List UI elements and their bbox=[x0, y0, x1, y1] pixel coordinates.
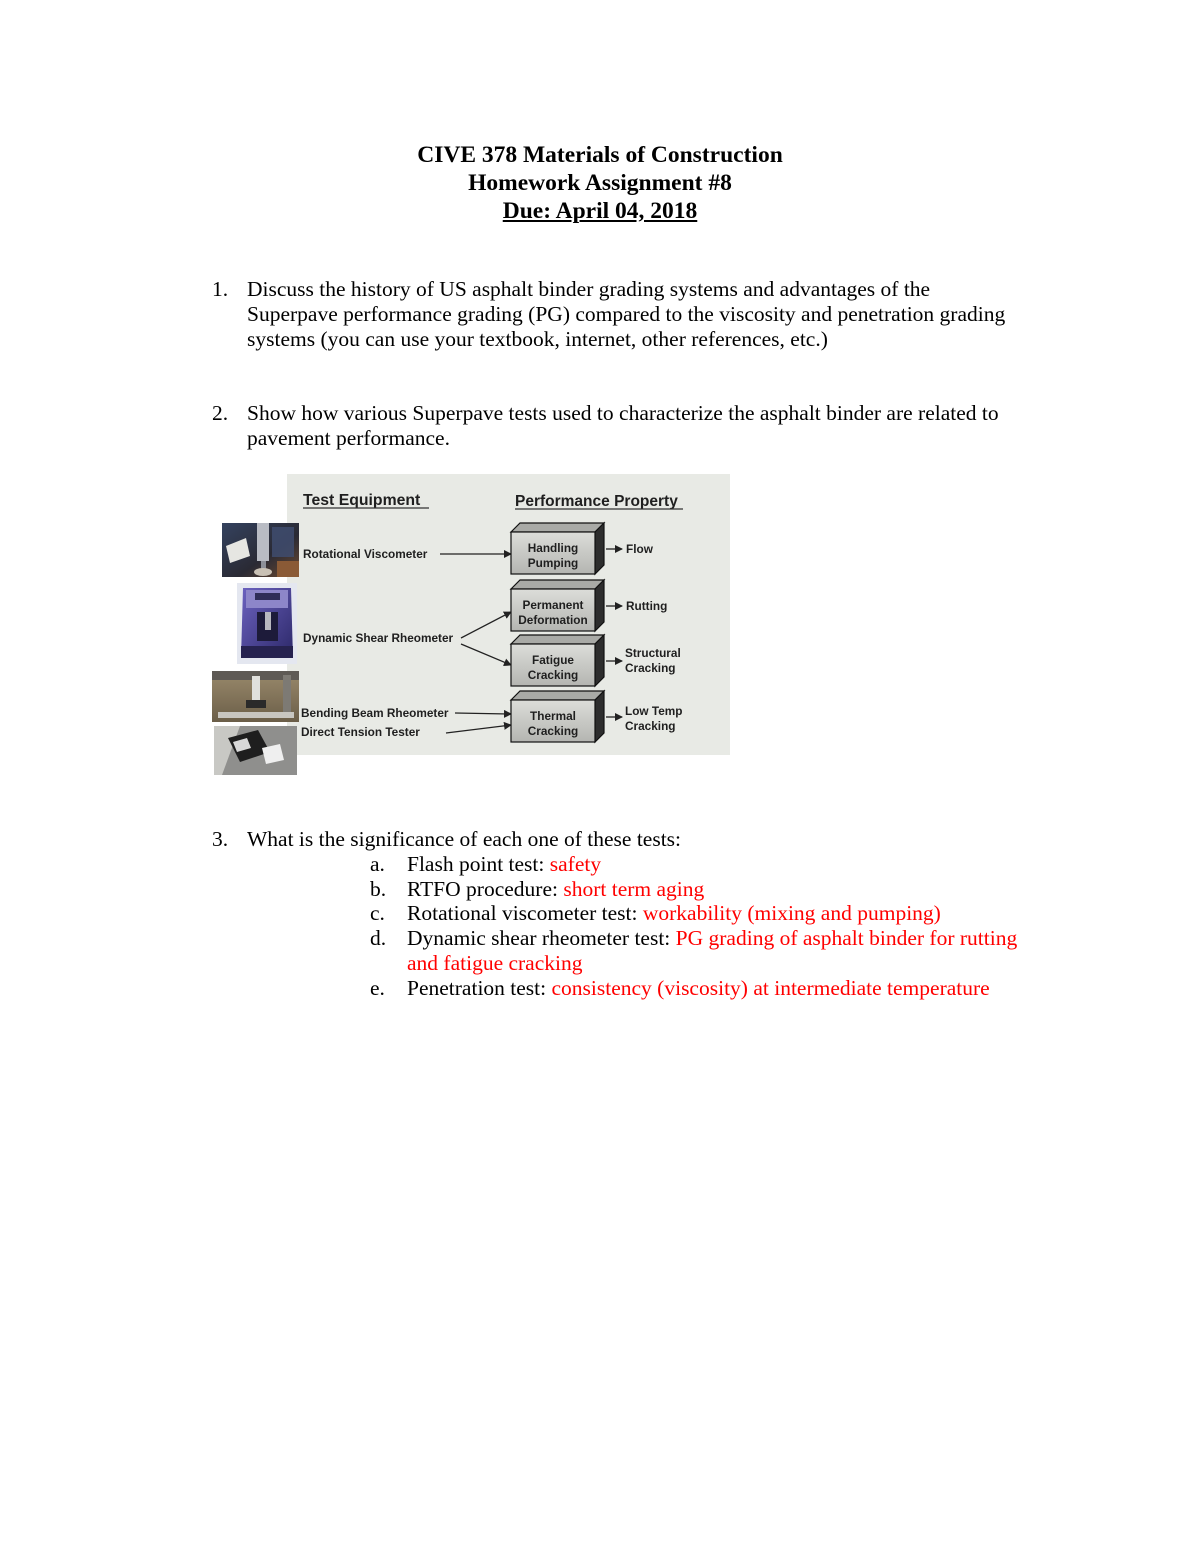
sub-question-prompt: Dynamic shear rheometer test: bbox=[407, 926, 671, 951]
rotational-viscometer-photo bbox=[222, 523, 299, 577]
heading-test-equipment: Test Equipment bbox=[303, 492, 421, 509]
box-label: Fatigue bbox=[532, 653, 574, 667]
question-line: systems (you can use your textbook, internet, other references, etc.) bbox=[247, 326, 828, 351]
question-line: Discuss the history of US asphalt binder grading systems and advantages of the bbox=[247, 277, 931, 301]
sub-question-prompt: RTFO procedure: bbox=[407, 876, 558, 901]
superpave-tests-figure bbox=[212, 474, 732, 776]
property-box-thermal-cracking bbox=[511, 691, 604, 742]
outcome-flow: Flow bbox=[626, 542, 653, 556]
sub-question-text bbox=[407, 852, 1037, 877]
question-number: 3. bbox=[212, 827, 229, 851]
sub-question-text bbox=[407, 926, 1037, 976]
question-1 bbox=[212, 277, 1005, 351]
sub-question-answer: consistency (viscosity) at intermediate temperature bbox=[551, 975, 990, 1000]
question-line: Show how various Superpave tests used to characterize the asphalt binder are related to bbox=[247, 401, 999, 425]
sub-question-text bbox=[407, 901, 1037, 926]
box-label: Pumping bbox=[527, 556, 579, 570]
box-label: Thermal bbox=[530, 709, 576, 723]
label-direct-tension-tester: Direct Tension Tester bbox=[301, 725, 420, 739]
sub-question-answer: safety bbox=[549, 851, 602, 876]
sub-question-answer: short term aging bbox=[563, 876, 705, 901]
due-date-wrapper bbox=[176, 197, 1024, 225]
sub-question-label: c. bbox=[370, 901, 385, 926]
question-line: pavement performance. bbox=[247, 425, 450, 450]
sub-question-text bbox=[407, 877, 1037, 902]
outcome-rutting: Rutting bbox=[626, 599, 668, 613]
sub-question-prompt: Penetration test: bbox=[407, 975, 547, 1000]
outcome-structural: Structural bbox=[625, 646, 681, 660]
sub-question-label: d. bbox=[370, 926, 387, 951]
outcome-structural-cracking: Cracking bbox=[625, 661, 676, 675]
document-header bbox=[176, 141, 1024, 225]
label-bending-beam-rheometer: Bending Beam Rheometer bbox=[301, 706, 449, 720]
question-number: 1. bbox=[212, 277, 229, 301]
question-line: What is the significance of each one of these tests: bbox=[247, 827, 682, 851]
sub-question-label: e. bbox=[370, 975, 385, 1000]
sub-question-prompt: Flash point test: bbox=[407, 851, 545, 876]
property-box-handling-pumping bbox=[511, 523, 604, 574]
box-label: Cracking bbox=[527, 724, 579, 738]
question-number: 2. bbox=[212, 401, 229, 425]
question-text bbox=[247, 827, 1037, 852]
question-2 bbox=[212, 401, 999, 451]
bending-beam-rheometer-photo bbox=[212, 671, 299, 722]
sub-question-list bbox=[370, 852, 1037, 1001]
due-date: Due: April 04, 2018 bbox=[502, 198, 698, 224]
question-line: Superpave performance grading (PG) compared to the viscosity and penetration grading bbox=[247, 301, 1006, 326]
sub-question-label: a. bbox=[370, 851, 385, 876]
label-dynamic-shear-rheometer: Dynamic Shear Rheometer bbox=[303, 631, 454, 645]
course-title: CIVE 378 Materials of Construction bbox=[417, 142, 783, 168]
sub-question-prompt: Rotational viscometer test: bbox=[407, 901, 638, 926]
outcome-low-temp-cracking: Cracking bbox=[625, 719, 676, 733]
dynamic-shear-rheometer-photo bbox=[237, 583, 297, 664]
sub-question-b bbox=[370, 877, 1037, 902]
sub-question-answer: workability (mixing and pumping) bbox=[642, 901, 941, 926]
box-label: Handling bbox=[527, 541, 579, 555]
sub-question-d bbox=[370, 926, 1037, 976]
sub-question-e bbox=[370, 976, 1037, 1001]
sub-question-label: b. bbox=[370, 876, 387, 901]
question-3 bbox=[212, 827, 1037, 1001]
property-box-permanent-deformation bbox=[511, 580, 604, 631]
box-label: Cracking bbox=[527, 668, 579, 682]
direct-tension-tester-photo bbox=[214, 726, 297, 775]
heading-performance-property: Performance Property bbox=[515, 493, 678, 510]
box-label: Deformation bbox=[518, 613, 588, 627]
sub-question-text bbox=[407, 976, 1037, 1001]
sub-question-answer: PG grading of asphalt binder for rutting and fatigue cracking bbox=[407, 926, 1018, 975]
sub-question-c bbox=[370, 901, 1037, 926]
assignment-title: Homework Assignment #8 bbox=[468, 170, 732, 196]
label-rotational-viscometer: Rotational Viscometer bbox=[303, 547, 428, 561]
sub-question-a bbox=[370, 852, 1037, 877]
outcome-low-temp: Low Temp bbox=[625, 704, 683, 718]
question-text bbox=[247, 401, 999, 451]
question-text bbox=[247, 277, 1005, 351]
box-label: Permanent bbox=[522, 598, 584, 612]
property-box-fatigue-cracking bbox=[511, 635, 604, 686]
